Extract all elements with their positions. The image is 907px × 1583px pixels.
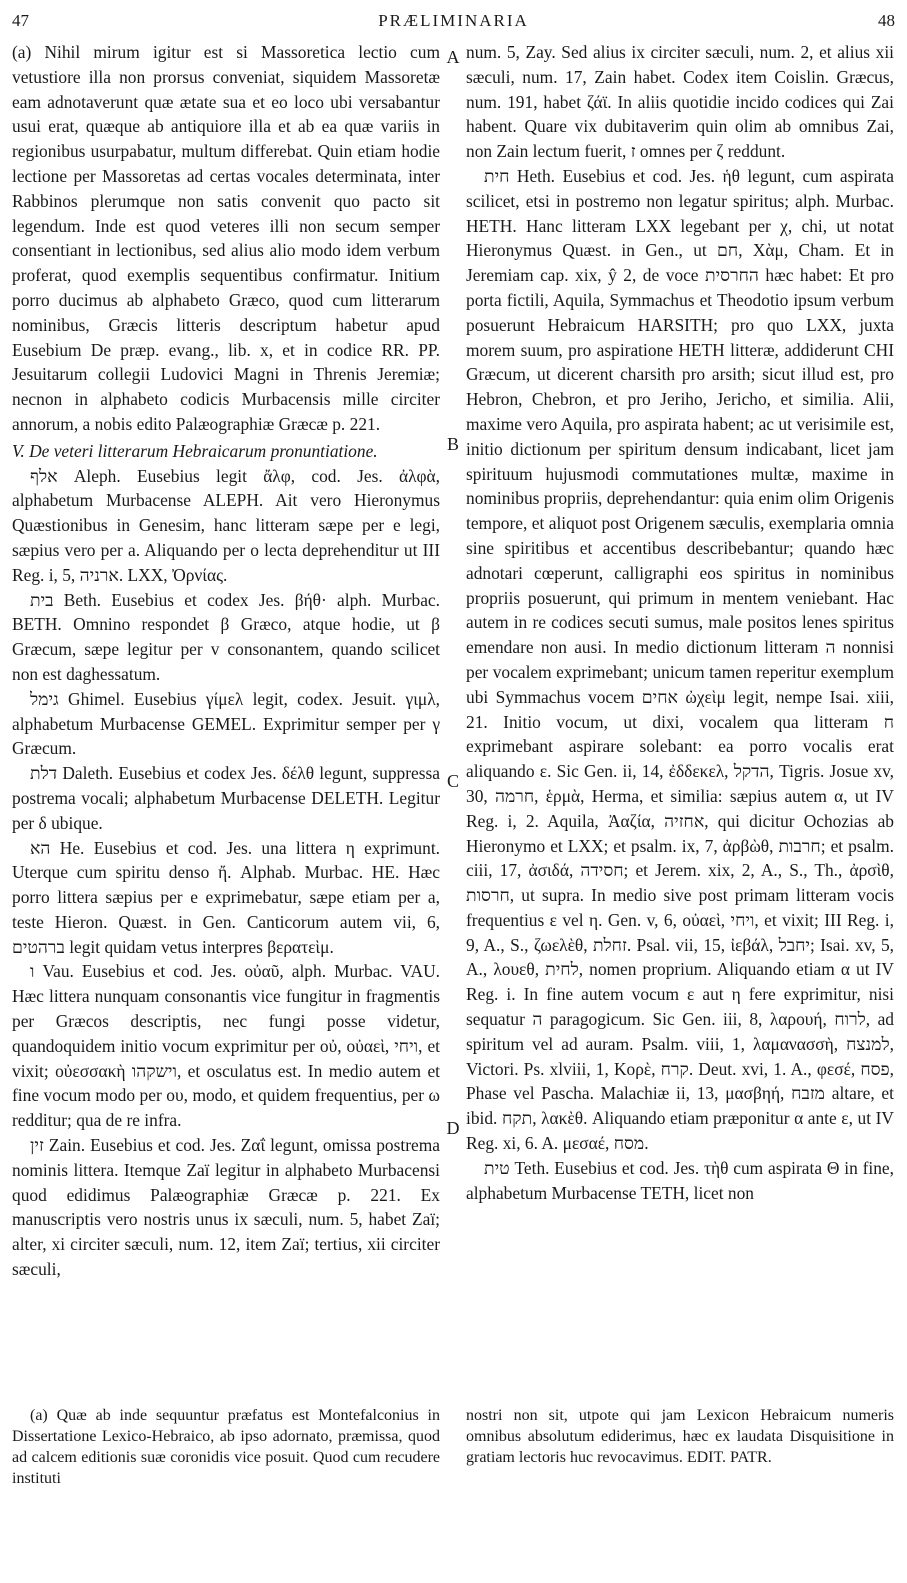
page-number-left: 47 — [12, 11, 29, 30]
footnote-left — [12, 1405, 440, 1505]
entry-teth: טית Teth. Eusebius et cod. Jes. τὴθ cum aspirata Θ in fine, alphabetum Murbacense TETH, licet non — [466, 1157, 894, 1203]
entry-vau: ו Vau. Eusebius et cod. Jes. οὐαῦ, alph. Murbac. VAU. Hæc littera nunquam consonantis vice fungitur in fragmentis per Græcos descriptis, nec fungi posse videtur, quandoquidem initio vocum exprimitur per οὐ, οὐαεὶ, ויחי, et vixit; οὐεσσακὴ וישקהו, et osculatus est. In medio autem et fine vocum modo per ου, modo, et quidem frequentius, per ω redditur; qua de re infra. — [12, 961, 440, 1131]
running-title: PRÆLIMINARIA — [378, 11, 529, 30]
running-header — [0, 0, 907, 40]
footnote-text: (a) Quæ ab inde sequuntur præfatus est Montefalconius in Dissertatione Lexico-Hebraico, ab ipso adornato, præmissa, quod ad calcem editionis suæ coronidis vice posuit. Quod cum recudere instituti — [12, 1407, 440, 1487]
entry-he: הא He. Eusebius et cod. Jes. una littera η exprimunt. Uterque cum spiritu denso ἤ. Alphab. Murbac. HE. Hæc porro littera sæpius per e exprimebatur, sæpe etiam per a, teste Hieron. Quæst. in Gen. Canticorum autem vii, 6, ברהטים legit quidam vetus interpres βερατεὶμ. — [12, 837, 440, 957]
margin-letter-a: A — [446, 47, 460, 67]
entry-ghimel: גימל Ghimel. Eusebius γίμελ legit, codex. Jesuit. γιμλ, alphabetum Murbacense GEMEL. Exprimitur semper per γ Græcum. — [12, 688, 440, 759]
entry-aleph: אלף Aleph. Eusebius legit ἄλφ, cod. Jes. ἀλφὰ, alphabetum Murbacense ALEPH. Ait vero Hieronymus Quæstionibus in Genesim, hanc litteram sæpe per e legi, sæpius vero per a. Aliquando per o lecta deprehenditur ut III Reg. i, 5, ארניה. LXX, Ὀρνίας. — [12, 465, 440, 585]
page-number-right: 48 — [878, 11, 895, 30]
footnote-right — [466, 1405, 894, 1505]
entry-beth: בית Beth. Eusebius et codex Jes. βήθ· alph. Murbac. BETH. Omnino respondet β Græco, atque hodie, ut β Græcum, sæpe legitur per v consonantem, quando scilicet non est daghessatum. — [12, 589, 440, 684]
entry-daleth: דלת Daleth. Eusebius et codex Jes. δέλθ legunt, suppressa postrema vocali; alphabetum Murbacense DELETH. Legitur per δ ubique. — [12, 763, 440, 833]
entry-zain: זין Zain. Eusebius et cod. Jes. Ζαΐ legunt, omissa postrema nominis littera. Itemque Zaï legitur in alphabeto Murbacensi quod edidimus Palæographiæ Græcæ p. 221. Ex manuscriptis vero nostris unus ix sæculi, num. 5, habet Zaï; alter, xi circiter sæculi, num. 12, item Zaï; tertius, xii circiter sæculi, — [12, 1135, 440, 1280]
paragraph-continuation: num. 5, Zay. Sed alius ix circiter sæculi, num. 2, et alius xii sæculi, num. 17, Zain habet. Codex item Coislin. Græcus, num. 191, habet ζάϊ. In aliis quotidie incido codices qui Zai habent. Quare vix dubitaverim quin olim ab omnibus Zai, non Zain lectum fuerit, ז omnes per ζ reddunt. — [466, 42, 894, 162]
footnote-text-continued: nostri non sit, utpote qui jam Lexicon Hebraicum numeris omnibus absolutum ediderimus, hæc ex laudata Disquisitione in gratiam lectoris huc revocavimus. EDIT. PATR. — [466, 1407, 894, 1466]
section-heading: V. De veteri litterarum Hebraicarum pronuntiatione. — [12, 440, 378, 461]
margin-letter-d: D — [446, 1118, 460, 1138]
paragraph-intro: (a) Nihil mirum igitur est si Massoretica lectio cum vetustiore illa non prorsus conveniat, siquidem Massoretæ eam adnotaverunt quæ ætate sua et eo loco ubi versabantur usui erat, quæque ab antiquiore illa et ab ea quæ variis in regionibus usurpabatur, multum differebat. Quin etiam hodie lectione per Massoretas ad certas vocales determinata, inter Rabbinos plerumque non satis convenit quo pacto sit legendum. Inde est quod veteres illi non secum semper consentiant in lectionibus, sed alius alio modo idem verbum proferat, quod exemplis sequentibus confirmatur. Initium porro ducimus ab alphabeto Græco, quod cum litterarum nominibus, Græcis litteris descriptum habetur apud Eusebium De præp. evang., lib. x, et in codice RR. PP. Jesuitarum collegii Ludovici Magni in Threnis Jeremiæ; necnon in alphabeto codicis Murbacensis mille circiter annorum, a nobis edito Palæographiæ Græcæ p. 221. — [12, 42, 440, 434]
entry-heth: חית Heth. Eusebius et cod. Jes. ἡθ legunt, cum aspirata scilicet, etsi in postremo non legatur spiritus; alph. Murbac. HETH. Hanc litteram LXX legebant per χ, chi, ut notat Hieronymus Quæst. in Gen., ut חם, Χὰμ, Cham. Et in Jeremiam cap. xix, ŷ 2, de voce החרסית hæc habet: Et pro porta fictili, Aquila, Symmachus et Theodotio ipsum verbum posuerunt Hebraicum HARSITH; pro quo LXX, juxta morem suum, pro aspiratione HETH litteræ, addiderunt CHI Græcum, ut dicerent charsith pro arsith; sicut illud est, pro Hebron, Chebron, et pro Jeriho, Jericho, et similia. Alii, maxime vero Aquila, pro aspirata habent; ac ut verisimile est, initio dictionum per spiritum densum indicabant, licet jam spirituum hujusmodi commutationes multæ, maxime in nominibus propriis, deprehendantur: quia enim olim Origenis tempore, et aliquot post Origenem sæculis, exemplaria omnia sine spiritibus et accentibus describebantur; quando hæc adnotari cœperunt, calligraphi eos spiritus in nominibus propriis posuerunt, qui primum in mentem veniebant. Hac autem in re codices secuti sumus, male positos lenes spiritus emendare non ausi. In medio dictionum litteram ה nonnisi per vocalem exprimebant; unicum tamen reperitur exemplum ubi Symmachus vocem אחים ὠχεὶμ legit, nempe Isai. xiii, 21. Initio vocum, ut dixi, vocalem qua litteram ח exprimebant aspirare solebant: ea porro vocalis erat aliquando ε. Sic Gen. ii, 14, ἐδδεκελ, הדקל, Tigris. Josue xv, 30, חרמה, ἑρμὰ, Herma, et similia: sæpius autem α, ut IV Reg. i, 2. Aquila, Ἀαζία, אחזיה, qui dicitur Ochozias ab Hieronymo et LXX; et psalm. ix, 7, ἀρβὼθ, חרבות; et psalm. ciii, 17, ἀσιδά, חסידה; et Jerem. xix, 2, A., S., Th., ἀρσὶθ, חרסות, ut supra. In medio sive post primam litteram vocis frequentius ε vel η. Gen. v, 6, οὐαεὶ, ויחי, et vixit; III Reg. i, 9, A., S., ζωελὲθ, זחלת. Psal. vii, 15, ἰεβάλ, יחבל; Isai. xv, 5, A., λουεθ, לחית, nomen proprium. Aliquando etiam α ut IV Reg. i. In fine autem vocum ε aut η fere exprimitur, nisi sequatur ה paragogicum. Sic Gen. iii, 8, λαρουή, לרוח, ad spiritum vel ad auram. Psalm. viii, 1, λαμανασσὴ, למנצח, Victori. Ps. xlviii, 1, Κορὲ, קרח. Deut. xvi, 1. A., φεσέ, פסח, Phase vel Pascha. Malachiæ ii, 13, μασβηή, מזבח altare, et ibid. תקח, λακὲθ. Aliquando etiam præponitur α ante ε, ut IV Reg. xi, 6. A. μεσαέ, מסח. — [466, 165, 894, 1154]
margin-letter-c: C — [446, 771, 459, 791]
left-column — [12, 40, 440, 1385]
right-column — [466, 40, 894, 1385]
margin-letter-b: B — [446, 434, 459, 454]
